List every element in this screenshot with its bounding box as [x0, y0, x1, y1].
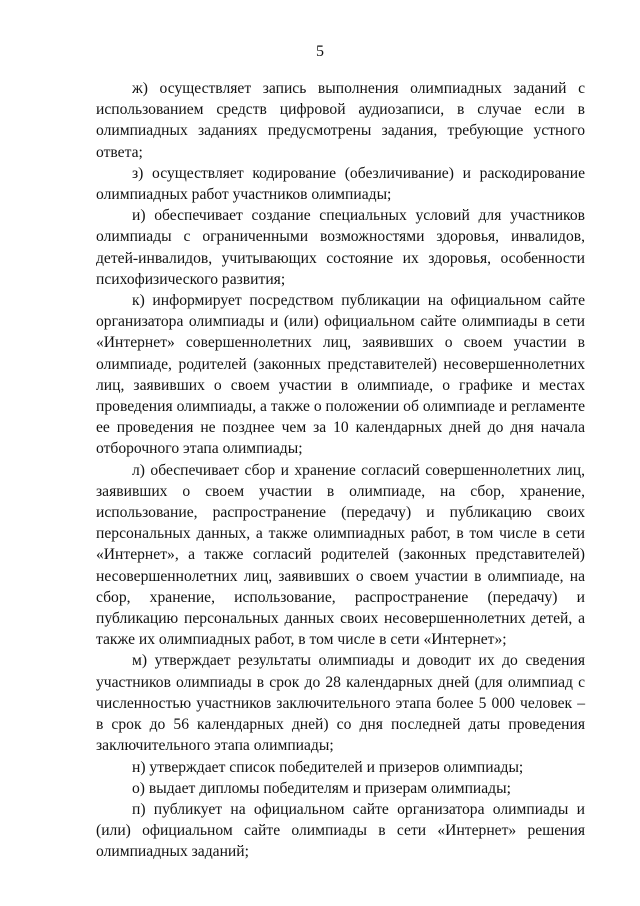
paragraph-zh: ж) осуществляет запись выполнения олимпиадных заданий с использованием средств цифровой аудиозаписи, в случае если в олимпиадных заданиях предусмотрены задания, требующие устного ответа;	[96, 80, 585, 161]
document-body	[96, 78, 585, 863]
paragraph-l: л) обеспечивает сбор и хранение согласий совершеннолетних лиц, заявивших о своем участии в олимпиаде, на сбор, хранение, использование, распространение (передачу) и публикацию своих персональных данных, а также олимпиадных работ, в том числе в сети «Интернет», а также согласий родителей (законных представителей) несовершеннолетних лиц, заявивших о своем участии в олимпиаде, на сбор, хранение, использование, распространение (передачу) и публикацию персональных данных своих несовершеннолетних детей, а также их олимпиадных работ, в том числе в сети «Интернет»;	[96, 461, 585, 649]
paragraph-m: м) утверждает результаты олимпиады и доводит их до сведения участников олимпиады в срок до 28 календарных дней (для олимпиад с численностью участников заключительного этапа более 5 000 человек – в срок до 56 календарных дней) со дня последней даты проведения заключительного этапа олимпиады;	[96, 652, 585, 755]
paragraph-k: к) информирует посредством публикации на официальном сайте организатора олимпиады и (или) официальном сайте олимпиады в сети «Интернет» совершеннолетних лиц, заявивших о своем участии в олимпиаде, родителей (законных представителей) несовершеннолетних лиц, заявивших о своем участии в олимпиаде, о графике и местах проведения олимпиады, а также о положении об олимпиаде и регламенте ее проведения не позднее чем за 10 календарных дней до дня начала отборочного этапа олимпиады;	[96, 292, 585, 458]
paragraph-z: з) осуществляет кодирование (обезличивание) и раскодирование олимпиадных работ участников олимпиады;	[96, 164, 585, 204]
paragraph-n: н) утверждает список победителей и призеров олимпиады;	[132, 758, 524, 776]
paragraph-i: и) обеспечивает создание специальных условий для участников олимпиады с ограниченными возможностями здоровья, инвалидов, детей-инвалидов, учитывающих состояние их здоровья, особенности психофизического развития;	[96, 207, 585, 288]
page-number: 5	[316, 43, 324, 60]
paragraph-o: о) выдает дипломы победителям и призерам олимпиады;	[132, 779, 511, 797]
paragraph-p: п) публикует на официальном сайте организатора олимпиады и (или) официальном сайте олимпиады в сети «Интернет» решения олимпиадных заданий;	[96, 800, 585, 861]
